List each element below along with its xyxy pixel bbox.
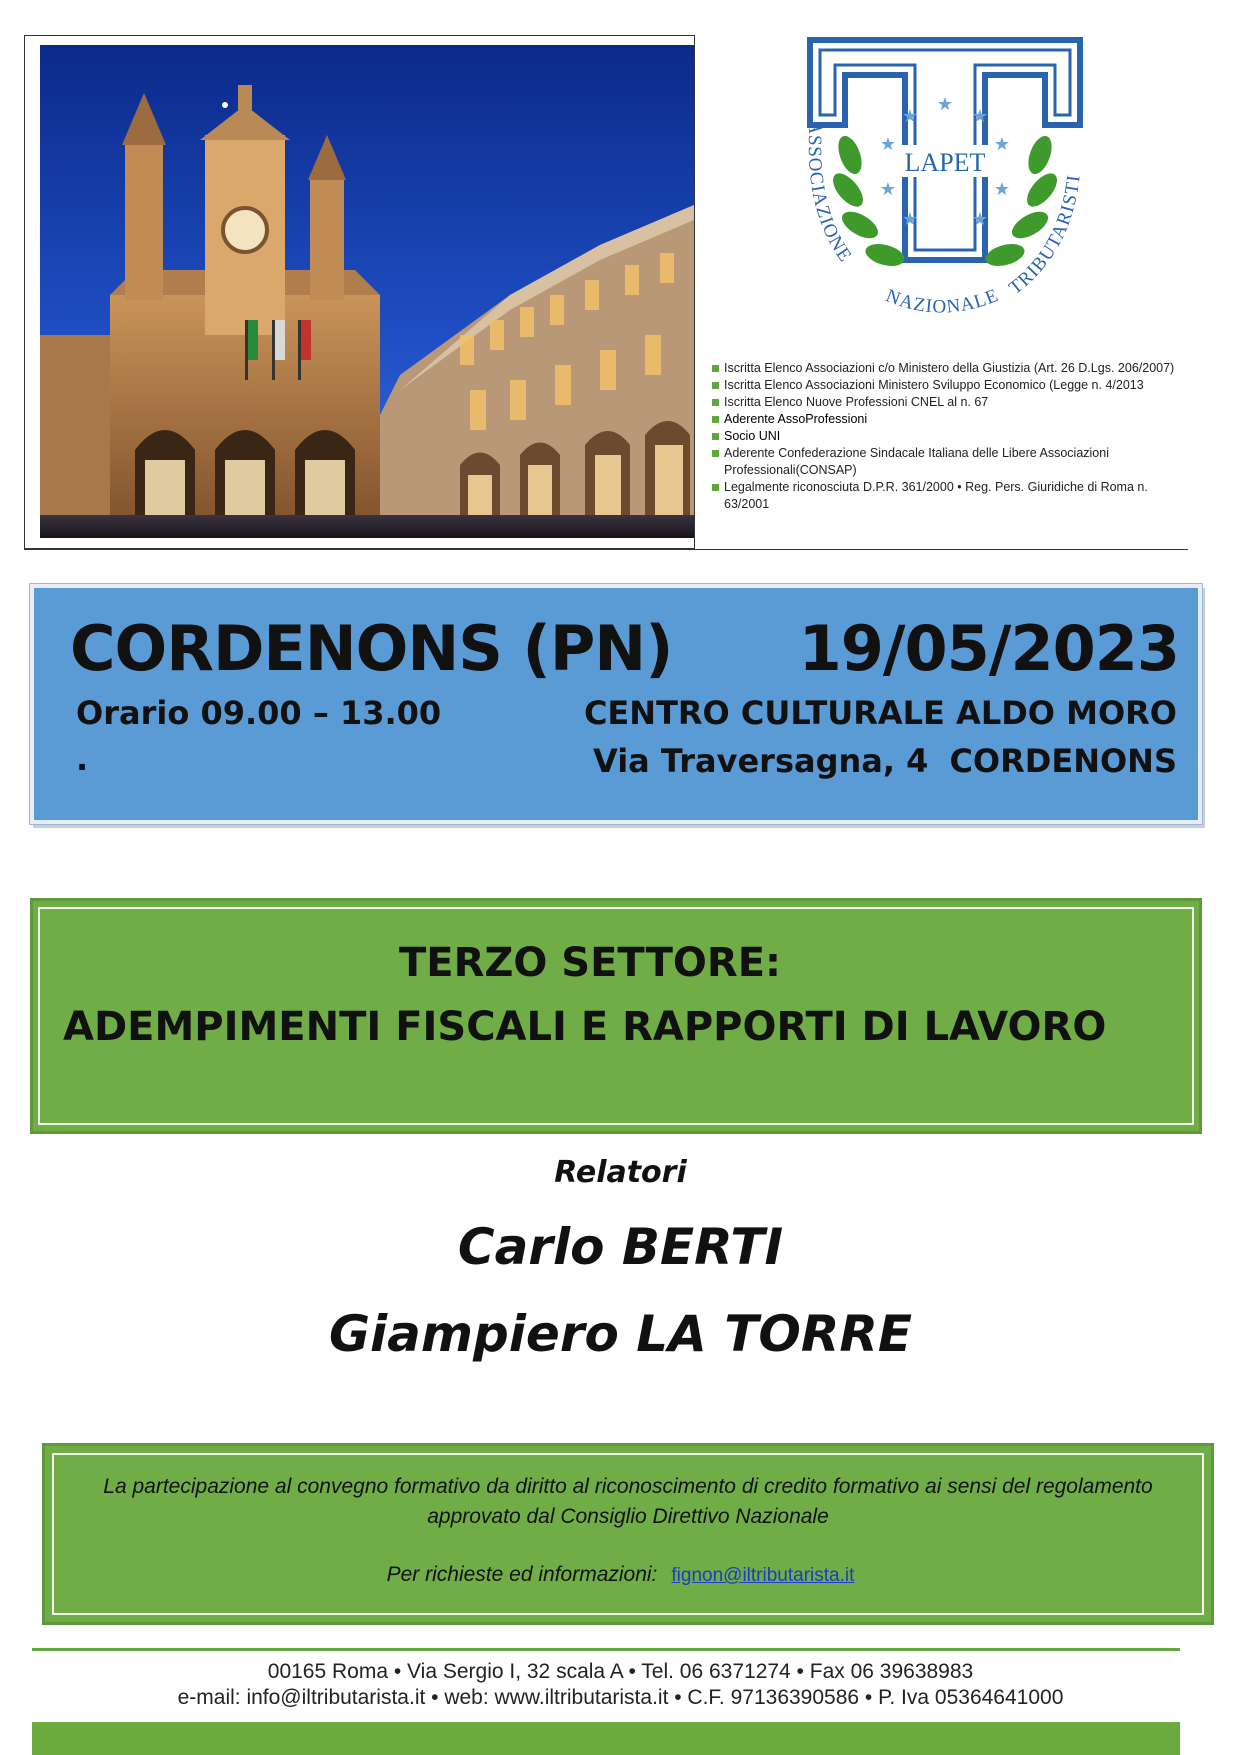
footer-address: 00165 Roma • Via Sergio I, 32 scala A • Tel. 06 6371274 • Fax 06 39638983 — [267, 1660, 974, 1683]
credential-item: Aderente AssoProfessioni — [712, 411, 1192, 428]
svg-text:★: ★ — [901, 106, 919, 127]
svg-text:LAPET: LAPET — [904, 148, 986, 177]
credential-item: Aderente Confederazione Sindacale Italiana delle Libere Associazioni Professionali(CONSAP) — [712, 445, 1192, 479]
event-address-city: CORDENONS — [949, 742, 1177, 780]
footer-divider — [32, 1648, 1180, 1651]
contact-email-link[interactable]: fignon@iltributarista.it — [671, 1565, 855, 1586]
bullet-square-icon — [712, 416, 719, 423]
credit-notice: La partecipazione al convegno formativo da diritto al riconoscimento di credito formativo ai sensi del regolamento approvato dal Consiglio Direttivo Nazionale — [103, 1475, 1153, 1528]
bullet-square-icon — [712, 399, 719, 406]
topic-subtitle: ADEMPIMENTI FISCALI E RAPPORTI DI LAVORO — [63, 1004, 1107, 1050]
bullet-square-icon — [712, 484, 719, 491]
speaker-name: Giampiero LA TORRE — [328, 1305, 912, 1363]
event-address: Via Traversagna, 4 — [593, 742, 929, 780]
contact-label: Per richieste ed informazioni: — [386, 1563, 658, 1586]
bullet-square-icon — [712, 450, 719, 457]
credential-item: Socio UNI — [712, 428, 1192, 445]
town-hall-photo — [40, 45, 694, 538]
svg-text:★: ★ — [971, 209, 989, 230]
svg-text:★: ★ — [936, 94, 954, 115]
svg-text:★: ★ — [971, 106, 989, 127]
credential-item: Iscritta Elenco Nuove Professioni CNEL al n. 67 — [712, 394, 1192, 411]
svg-text:★: ★ — [879, 179, 897, 200]
contact-line — [0, 1563, 1241, 1587]
credentials-list — [712, 360, 1192, 513]
event-venue: CENTRO CULTURALE ALDO MORO — [583, 694, 1177, 732]
event-time: Orario 09.00 – 13.00 — [76, 694, 442, 732]
svg-text:★: ★ — [993, 179, 1011, 200]
topic-title: TERZO SETTORE: — [398, 940, 782, 986]
lapet-logo — [770, 30, 1120, 340]
event-dot: . — [76, 740, 89, 778]
header-divider — [24, 549, 1188, 550]
speaker-name: Carlo BERTI — [457, 1218, 784, 1276]
speakers-label: Relatori — [554, 1155, 687, 1190]
bullet-square-icon — [712, 365, 719, 372]
svg-text:★: ★ — [879, 134, 897, 155]
event-date: 19/05/2023 — [798, 612, 1179, 685]
svg-text:ASSOCIAZIONE: ASSOCIAZIONE — [803, 119, 856, 267]
credential-item: Legalmente riconosciuta D.P.R. 361/2000 • Reg. Pers. Giuridiche di Roma n. 63/2001 — [712, 479, 1192, 513]
svg-text:NAZIONALE: NAZIONALE — [882, 284, 1002, 318]
bullet-square-icon — [712, 433, 719, 440]
svg-text:★: ★ — [901, 209, 919, 230]
credential-item: Iscritta Elenco Associazioni c/o Ministero della Giustizia (Art. 26 D.Lgs. 206/2007) — [712, 360, 1192, 377]
credential-item: Iscritta Elenco Associazioni Ministero Sviluppo Economico (Legge n. 4/2013 — [712, 377, 1192, 394]
event-city: CORDENONS (PN) — [70, 612, 673, 685]
svg-text:★: ★ — [993, 134, 1011, 155]
footer-contacts: e-mail: info@iltributarista.it • web: www.iltributarista.it • C.F. 97136390586 • P. Iva 05364641000 — [177, 1686, 1064, 1709]
bullet-square-icon — [712, 382, 719, 389]
svg-text:TRIBUTARISTI: TRIBUTARISTI — [1005, 173, 1085, 299]
footer-bar — [32, 1722, 1180, 1755]
